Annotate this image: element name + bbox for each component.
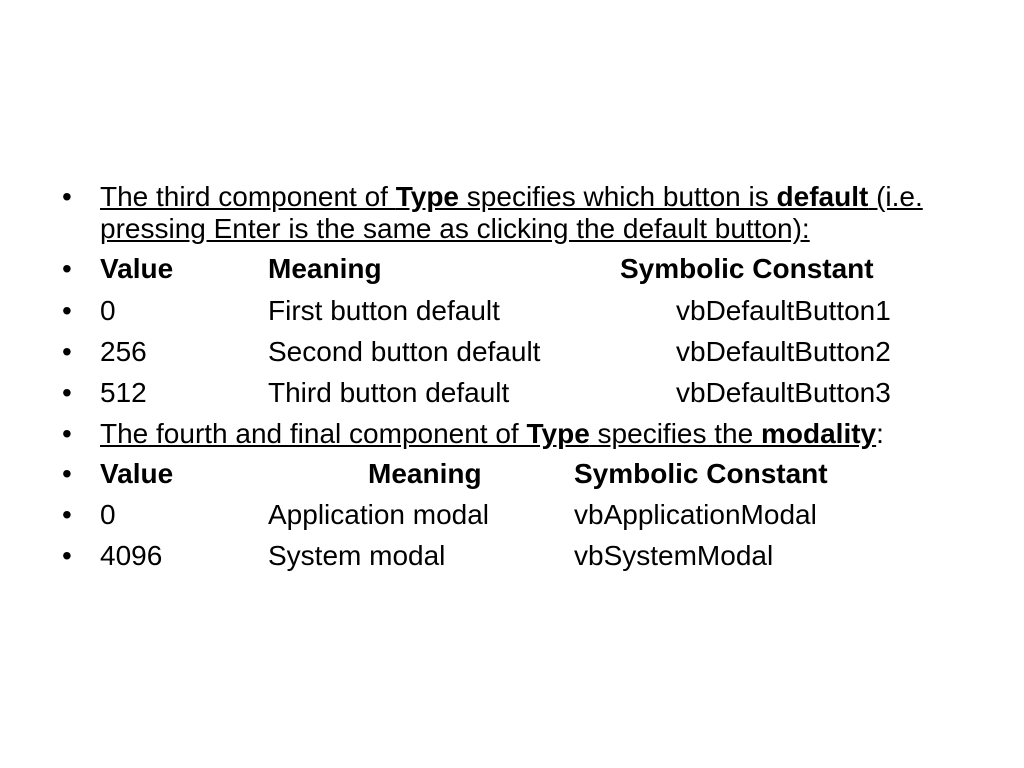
bullet-modality-row (62, 499, 962, 531)
default-intro-part2: specifies which button is (459, 181, 777, 212)
bullet-modality-header (62, 458, 962, 490)
modality-header-symbolic: Symbolic Constant (574, 458, 828, 489)
bullet-modality-intro (62, 418, 962, 450)
row-value: • 512 (100, 377, 147, 408)
modality-intro-part3: : (876, 418, 884, 449)
bullet-default-row (62, 336, 962, 368)
modality-header-row (100, 458, 962, 490)
bullet-list (62, 181, 962, 572)
row-value: • 4096 (100, 540, 163, 571)
modality-intro-type-bold: Type (526, 418, 590, 449)
default-intro-default-bold: default (776, 181, 869, 212)
modality-intro-part1: The fourth and final component of (100, 418, 527, 449)
default-intro-text (100, 181, 923, 244)
row-constant: vbApplicationModal (574, 499, 817, 530)
row-meaning: Third button default (268, 377, 510, 408)
modality-intro-text (100, 418, 884, 449)
bullet-default-row (62, 295, 962, 327)
row-value: • 0 (100, 499, 116, 530)
row-constant: vbSystemModal (574, 540, 774, 571)
row-constant: vbDefaultButton2 (676, 336, 891, 367)
modality-row (100, 540, 962, 572)
default-row (100, 295, 962, 327)
row-meaning: Second button default (268, 336, 541, 367)
bullet-default-row (62, 377, 962, 409)
default-row (100, 377, 962, 409)
modality-header-meaning: Meaning (368, 458, 482, 489)
bullet-default-header (62, 253, 962, 285)
default-header-symbolic: Symbolic Constant (620, 253, 874, 284)
modality-intro-modality-bold: modality (760, 418, 877, 449)
modality-row (100, 499, 962, 531)
default-header-row (100, 253, 962, 285)
row-constant: vbDefaultButton1 (676, 295, 891, 326)
row-meaning: System modal (268, 540, 446, 571)
row-meaning: Application modal (268, 499, 490, 530)
default-intro-type-bold: Type (395, 181, 460, 212)
modality-header-value: • Value (100, 458, 174, 489)
bullet-default-intro (62, 181, 962, 245)
row-value: • 256 (100, 336, 147, 367)
default-intro-part3: (i.e. pressing Enter is the same as clicking the default button): (100, 181, 923, 244)
bullet-modality-row (62, 540, 962, 572)
default-header-value: • Value (100, 253, 174, 284)
default-row (100, 336, 962, 368)
default-header-meaning: Meaning (268, 253, 382, 284)
row-constant: vbDefaultButton3 (676, 377, 891, 408)
default-intro-part1: The third component of (100, 181, 396, 212)
modality-intro-part2: specifies the (589, 418, 761, 449)
row-value: • 0 (100, 295, 116, 326)
row-meaning: First button default (268, 295, 500, 326)
